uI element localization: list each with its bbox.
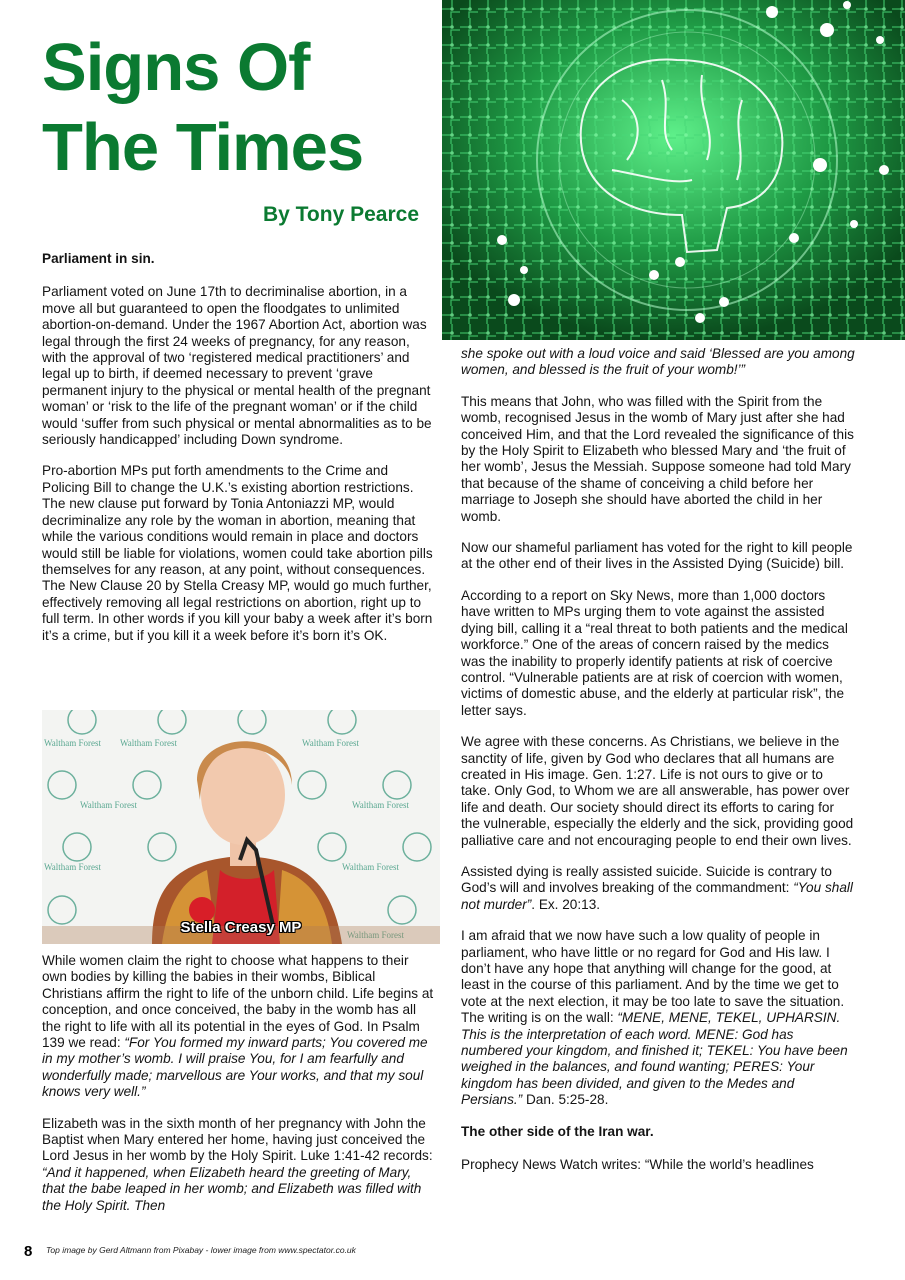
paragraph-text: While women claim the right to choose what happens to their own bodies by killing the babies in their wombs, Biblical Christians affirm the right to life of the unborn child. Life begins at conception, and once conceived, the baby in the womb has all the right to life with all its potential in the eyes of God. In Psalm 139 we read: [42, 953, 434, 1051]
title-line-1: Signs Of [42, 30, 310, 105]
paragraph: According to a report on Sky News, more than 1,000 doctors have written to MPs urging them to vote against the assisted dying bill, calling it a “real threat to both patients and the medical workforce.” One of the areas of concern raised by the medics was the inability to properly identify patients at risk of coercive control. “Vulnerable patients are at risk of coercion with women, victims of domestic abuse, and the elderly at particular risk”, the letter says. [461, 587, 848, 718]
title-line-2: The Times [42, 110, 364, 185]
paragraph-text: Elizabeth was in the sixth month of her pregnancy with John the Baptist when Mary entered her home, having just conceived the Lord Jesus in her womb by the Holy Spirit. Luke 1:41-42 records: [42, 1115, 433, 1164]
paragraph: Now our shameful parliament has voted for the right to kill people at the other end of their lives in the Assisted Dying (Suicide) bill. [461, 540, 853, 572]
article-title [42, 28, 442, 188]
backdrop-text: Waltham Forest [44, 862, 102, 872]
scripture-quote: “You shall not murder” [461, 880, 853, 912]
circuit-brain-graphic [442, 0, 905, 340]
section-heading: Parliament in sin. [42, 251, 155, 266]
photo-graphic [42, 710, 440, 944]
photo-caption: Stella Creasy MP [180, 919, 302, 936]
left-column-top [42, 251, 437, 659]
paragraph [461, 864, 856, 913]
backdrop-text: Waltham Forest [302, 738, 360, 748]
paragraph: Parliament voted on June 17th to decriminalise abortion, in a move all but guaranteed to open the floodgates to unlimited abortion-on-demand. Under the 1967 Abortion Act, abortion was legal through the first 24 weeks of pregnancy, for any reason, with the approval of two ‘registered medical practitioners’ and legal up to birth, if deemed necessary to prevent ‘grave permanent injury to the physical or mental health of the pregnant woman’ or ‘risk to the life of the pregnant woman’ or if the child would ‘suffer from such physical or mental abnormalities as to be seriously handicapped’ including Down syndrome. [42, 284, 432, 448]
page-number: 8 [24, 1243, 33, 1260]
scripture-reference: Dan. 5:25-28. [522, 1092, 609, 1108]
scripture-quote: “And it happened, when Elizabeth heard the greeting of Mary, that the babe leaped in her womb; and Elizabeth was filled with the Holy Spirit. Then [42, 1164, 422, 1213]
backdrop-text: Waltham Forest [80, 800, 138, 810]
backdrop-text: Waltham Forest [352, 800, 410, 810]
section-heading: The other side of the Iran war. [461, 1123, 654, 1139]
paragraph: Pro-abortion MPs put forth amendments to the Crime and Policing Bill to change the U.K.’s existing abortion restrictions. The new clause put forward by Tonia Antoniazzi MP, would decriminalize any role by the woman in abortion, meaning that while the various conditions would remain in place and doctors would still be liable for violations, women could take abortion pills themselves for any reason, at any point, without consequences. The New Clause 20 by Stella Creasy MP, would go much further, effectively removing all legal restrictions on abortion, right up to full term. In other words if you kill your baby a week after it’s born it’s a crime, but if you kill it a week before it’s born it’s OK. [42, 463, 433, 643]
scripture-quote: she spoke out with a loud voice and said ‘Blessed are you among women, and blessed is the fruit of your womb!’” [461, 346, 855, 378]
paragraph [461, 928, 856, 1108]
byline: By Tony Pearce [262, 203, 419, 226]
paragraph [42, 1116, 437, 1214]
backdrop-text: Waltham Forest [342, 862, 400, 872]
backdrop-text: Waltham Forest [120, 738, 178, 748]
left-column-bottom [42, 953, 437, 1229]
backdrop-text: Waltham Forest [44, 738, 102, 748]
backdrop-text: Waltham Forest [347, 930, 405, 940]
paragraph: We agree with these concerns. As Christians, we believe in the sanctity of life, given by God who declares that all humans are created in His image. Gen. 1:27. Life is not ours to give or to take. Only God, to Whom we are all answerable, has power over life and death. Our society should direct its efforts to caring for the vulnerable, especially the elderly and the sick, providing good palliative care and not encouraging people to end their own lives. [461, 734, 854, 848]
scripture-quote: “MENE, MENE, TEKEL, UPHARSIN. This is the interpretation of each word. MENE: God has numbered your kingdom, and finished it; TEKEL: You have been weighed in the balances, and found wanting; PERES: Your kingdom has been divided, and given to the Medes and Persians.” [461, 1010, 848, 1108]
paragraph: This means that John, who was filled with the Spirit from the womb, recognised Jesus in the womb of Mary just after she had conceived Him, and that the Lord revealed the significance of this by the Holy Spirit to Elizabeth who blessed Mary and ‘the fruit of her womb’, Jesus the Messiah. Suppose someone had told Mary that because of the shame of conceiving a child before her marriage to Joseph she should have aborted the child in her womb. [461, 393, 854, 524]
scripture-reference: . Ex. 20:13. [531, 896, 601, 912]
paragraph-text: I am afraid that we now have such a low quality of people in parliament, who have little or no regard for God and His law. I don’t have any hope that anything will change for the good, at least in the course of this parliament. And by the time we get to vote at the next election, it may be too late to save the situation. The writing is on the wall: [461, 928, 845, 1026]
stella-creasy-photo [42, 710, 440, 944]
paragraph [461, 346, 856, 379]
scripture-quote: “For You formed my inward parts; You covered me in my mother’s womb. I will praise You, for I am fearfully and wonderfully made; marvellous are Your works, and that my soul knows very well.” [42, 1035, 428, 1100]
image-credit: Top image by Gerd Altmann from Pixabay - lower image from www.spectator.co.uk [46, 1245, 356, 1255]
paragraph-text: Assisted dying is really assisted suicide. Suicide is contrary to God’s will and involves breaking of the commandment: [461, 863, 832, 896]
right-column [461, 346, 856, 1188]
paragraph: Prophecy News Watch writes: “While the world’s headlines [461, 1157, 814, 1173]
paragraph [42, 953, 437, 1101]
circuit-brain-image [442, 0, 905, 340]
